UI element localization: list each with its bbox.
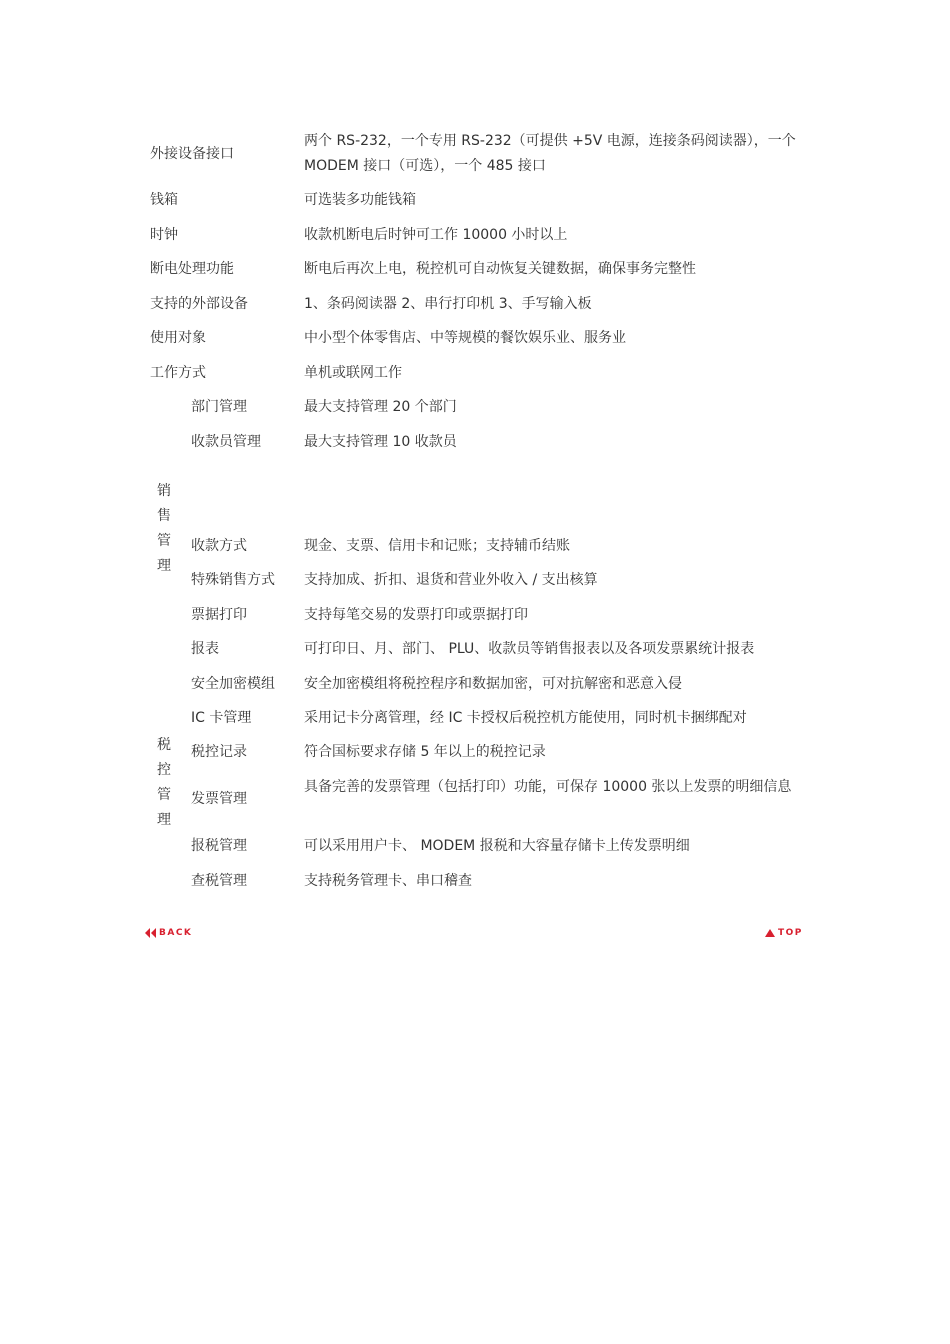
- tax-label-encryption: 安全加密模组: [191, 676, 275, 692]
- spec-value-users: 中小型个体零售店、中等规模的餐饮娱乐业、服务业: [304, 330, 626, 346]
- spec-label-interfaces: 外接设备接口: [150, 146, 234, 162]
- sales-group-title-char: 理: [157, 558, 171, 574]
- sales-value-department: 最大支持管理 20 个部门: [304, 399, 457, 415]
- spec-label-work-mode: 工作方式: [150, 365, 206, 381]
- spec-value-work-mode: 单机或联网工作: [304, 365, 402, 381]
- tax-group-title-char: 理: [157, 812, 171, 828]
- tax-label-records: 税控记录: [191, 744, 247, 760]
- sales-value-reports: 可打印日、月、部门、 PLU、收款员等销售报表以及各项发票累统计报表: [304, 641, 755, 657]
- sales-label-cashier: 收款员管理: [191, 434, 261, 450]
- spec-label-peripherals: 支持的外部设备: [150, 296, 248, 312]
- up-triangle-icon: [765, 929, 775, 937]
- sales-label-reports: 报表: [191, 641, 219, 657]
- sales-label-department: 部门管理: [191, 399, 247, 415]
- back-label: BACK: [159, 928, 193, 938]
- tax-value-encryption: 安全加密模组将税控程序和数据加密，可对抗解密和恶意入侵: [304, 676, 682, 692]
- double-left-arrow-icon: [145, 928, 157, 938]
- spec-value-power-fail: 断电后再次上电，税控机可自动恢复关键数据，确保事务完整性: [304, 261, 696, 277]
- tax-group-title-char: 税: [157, 737, 171, 753]
- tax-group-title-char: 管: [157, 787, 171, 803]
- tax-value-ic-card: 采用记卡分离管理，经 IC 卡授权后税控机方能使用，同时机卡捆绑配对: [304, 710, 747, 726]
- spec-label-clock: 时钟: [150, 227, 178, 243]
- top-label: TOP: [778, 928, 803, 938]
- tax-label-ic-card: IC 卡管理: [191, 710, 252, 726]
- tax-group-title-char: 控: [157, 762, 171, 778]
- spec-value-clock: 收款机断电后时钟可工作 10000 小时以上: [304, 227, 568, 243]
- back-link[interactable]: [145, 928, 192, 938]
- tax-label-invoice: 发票管理: [191, 791, 247, 807]
- spec-value-interfaces: 两个 RS-232，一个专用 RS-232（可提供 +5V 电源，连接条码阅读器），一个 MODEM 接口（可选），一个 485 接口: [304, 133, 796, 174]
- sales-group-title-char: 售: [157, 508, 171, 524]
- tax-label-filing: 报税管理: [191, 838, 247, 854]
- spec-label-users: 使用对象: [150, 330, 206, 346]
- sales-label-receipt: 票据打印: [191, 607, 247, 623]
- tax-value-records: 符合国标要求存储 5 年以上的税控记录: [304, 744, 546, 760]
- top-link[interactable]: [765, 928, 803, 938]
- sales-label-special: 特殊销售方式: [191, 572, 275, 588]
- spec-value-cash-drawer: 可选装多功能钱箱: [304, 192, 416, 208]
- spec-label-power-fail: 断电处理功能: [150, 261, 234, 277]
- tax-value-invoice: 具备完善的发票管理（包括打印）功能，可保存 10000 张以上发票的明细信息: [304, 779, 792, 795]
- tax-value-audit: 支持税务管理卡、串口稽查: [304, 873, 472, 889]
- sales-group-title-char: 销: [157, 483, 171, 499]
- sales-group-title-char: 管: [157, 533, 171, 549]
- sales-value-receipt: 支持每笔交易的发票打印或票据打印: [304, 607, 528, 623]
- sales-label-payment: 收款方式: [191, 538, 247, 554]
- sales-value-payment: 现金、支票、信用卡和记账；支持辅币结账: [304, 538, 570, 554]
- spec-label-cash-drawer: 钱箱: [150, 192, 178, 208]
- tax-value-filing: 可以采用用户卡、 MODEM 报税和大容量存储卡上传发票明细: [304, 838, 690, 854]
- spec-value-peripherals: 1、条码阅读器 2、串行打印机 3、手写输入板: [304, 296, 592, 312]
- sales-value-cashier: 最大支持管理 10 收款员: [304, 434, 457, 450]
- sales-value-special: 支持加成、折扣、退货和营业外收入 / 支出核算: [304, 572, 598, 588]
- tax-label-audit: 查税管理: [191, 873, 247, 889]
